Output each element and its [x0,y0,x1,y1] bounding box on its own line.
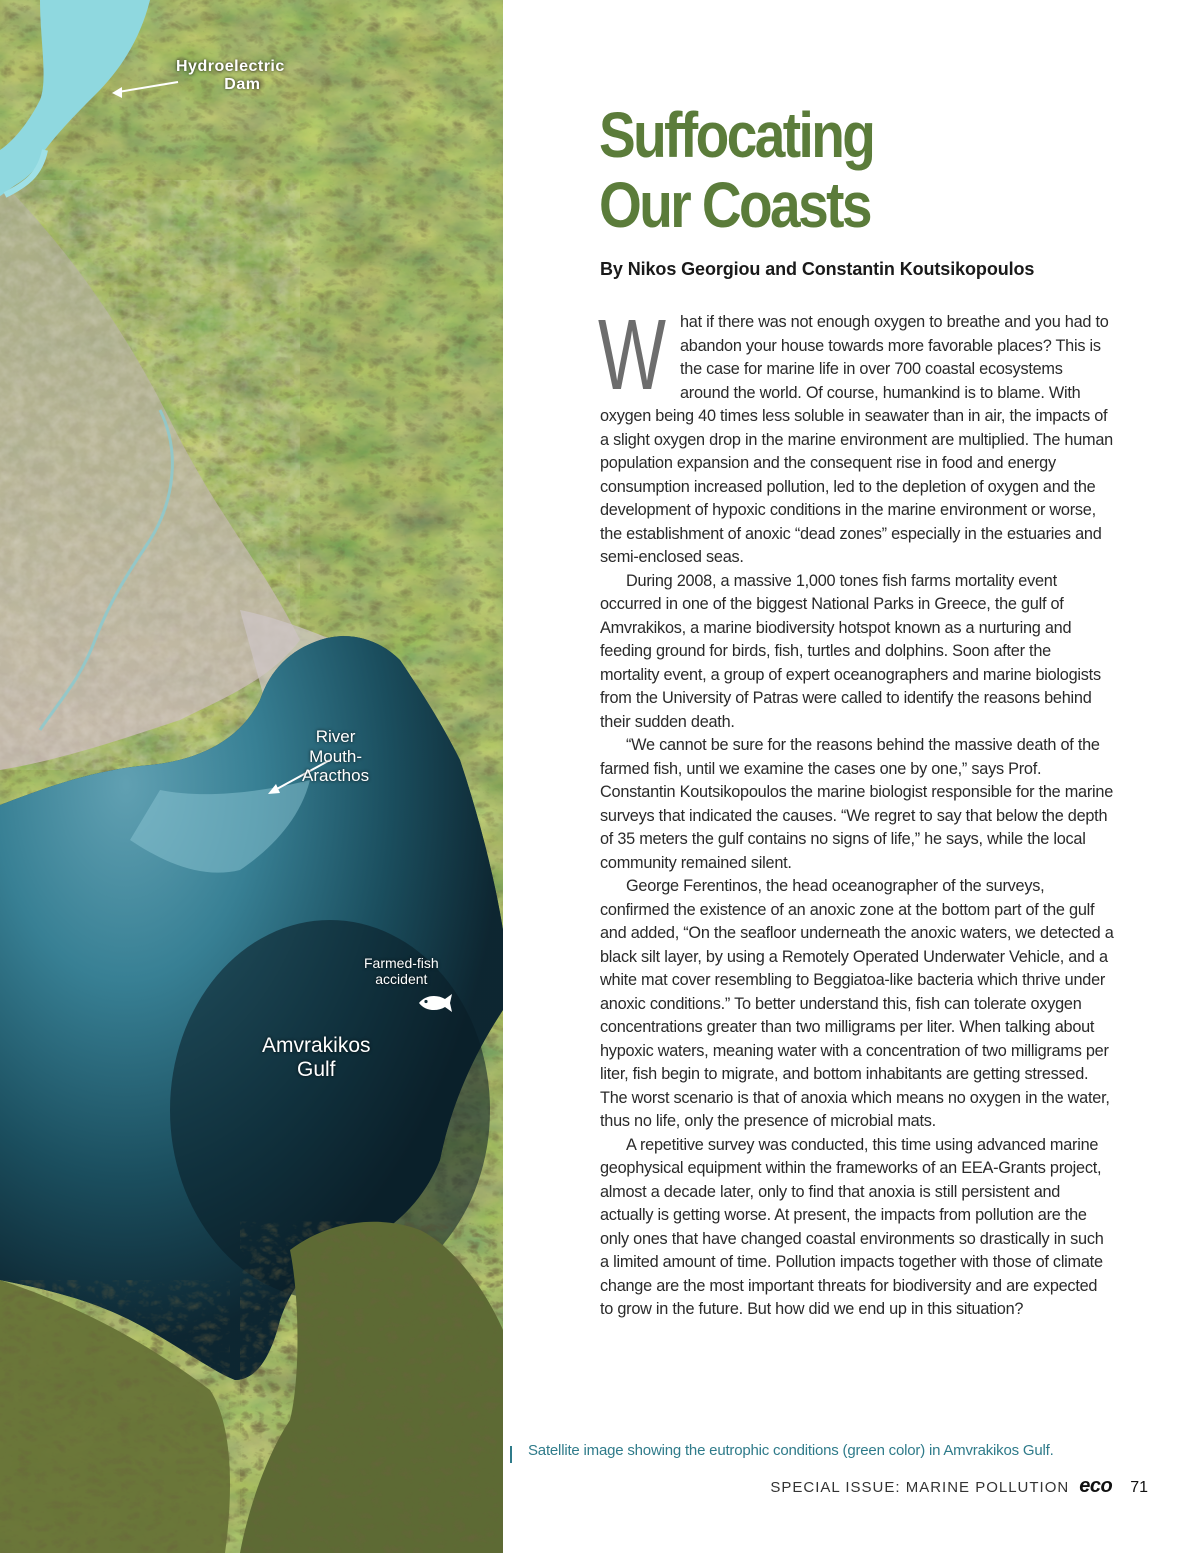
satellite-image [0,0,503,1553]
article-title [599,100,1081,240]
caption-divider [510,1446,512,1463]
issue-title: SPECIAL ISSUE: MARINE POLLUTION [770,1479,1070,1496]
farmed-fish-label: Farmed-fish accident [364,955,439,988]
page-footer [770,1475,1148,1498]
article-body [598,299,1114,1322]
paragraph: “We cannot be sure for the reasons behind the massive death of the farmed fish, until we examine the cases one by one,” says Prof. Constantin Koutsikopoulos the marine biologist responsible for the marine surveys that indicated the causes. “We regret to say that below the depth of 35 meters the gulf contains no signs of life,” he says, while the local community remained silent. [600,736,1113,872]
gulf-label: Amvrakikos Gulf [262,1034,371,1082]
satellite-map [0,0,503,1553]
page-number: 71 [1130,1479,1148,1496]
river-mouth-label: River Mouth- Aracthos [302,727,370,786]
paragraph: During 2008, a massive 1,000 tones fish farms mortality event occurred in one of the biggest National Parks in Greece, the gulf of Amvrakikos, a marine biodiversity hotspot known as a nurturing and feeding ground for birds, fish, turtles and dolphins. Soon after the mortality event, a group of expert oceanographers and marine biologists from the University of Patras were called to identify the reasons behind their sudden death. [600,571,1101,731]
paragraph: A repetitive survey was conducted, this time using advanced marine geophysical equipment within the frameworks of an EEA-Grants project, almost a decade later, only to find that anoxia is still persistent and actually is getting worse. At present, the impacts from pollution are the only ones that have changed coastal environments so drastically in such a limited amount of time. Pollution impacts together with those of climate change are the most important threats for biodiversity and are expected to grow in the future. But how did we end up in this situation? [600,1135,1104,1318]
image-caption: Satellite image showing the eutrophic conditions (green color) in Amvrakikos Gulf. [528,1442,1054,1459]
drop-cap: W [598,299,666,411]
dam-label: Hydroelectric Dam [176,58,285,94]
title-line-1: Suffocating [599,99,874,171]
paragraph-text: hat if there was not enough oxygen to breathe and you had to abandon your house towards more favorable places? This is the case for marine life in over 700 coastal ecosystems around the world. Of course, humankind is to blame. With oxygen being 40 times less soluble in seawater than in air, the impacts of a slight oxygen drop in the marine environment are multiplied. The human population expansion and the consequent rise in food and energy consumption increased pollution, led to the depletion of oxygen and the development of hypoxic conditions in the marine environment or worse, the establishment of anoxic “dead zones” especially in the estuaries and semi-enclosed seas. [600,313,1113,566]
fish-icon [415,992,455,1014]
paragraph: George Ferentinos, the head oceanographer of the surveys, confirmed the existence of an anoxic zone at the bottom part of the gulf and added, “On the seafloor underneath the anoxic waters, we detected a black silt layer, by using a Remotely Operated Underwater Vehicle, and a white mat cover resembling to Beggiatoa-like bacteria which thrive under anoxic conditions.” To better understand this, fish can tolerate oxygen concentrations greater than two milligrams per liter. When talking about hypoxic waters, meaning water with a concentration of two milligrams per liter, fish begin to migrate, and bottom inhabitants are getting stressed. The worst scenario is that of anoxia which means no oxygen in the water, thus no life, only the presence of microbial mats. [600,877,1114,1130]
byline: By Nikos Georgiou and Constantin Koutsikopoulos [600,259,1035,279]
magazine-logo: eco [1079,1475,1113,1497]
title-line-2: Our Coasts [599,169,870,241]
paragraph [598,299,1114,570]
